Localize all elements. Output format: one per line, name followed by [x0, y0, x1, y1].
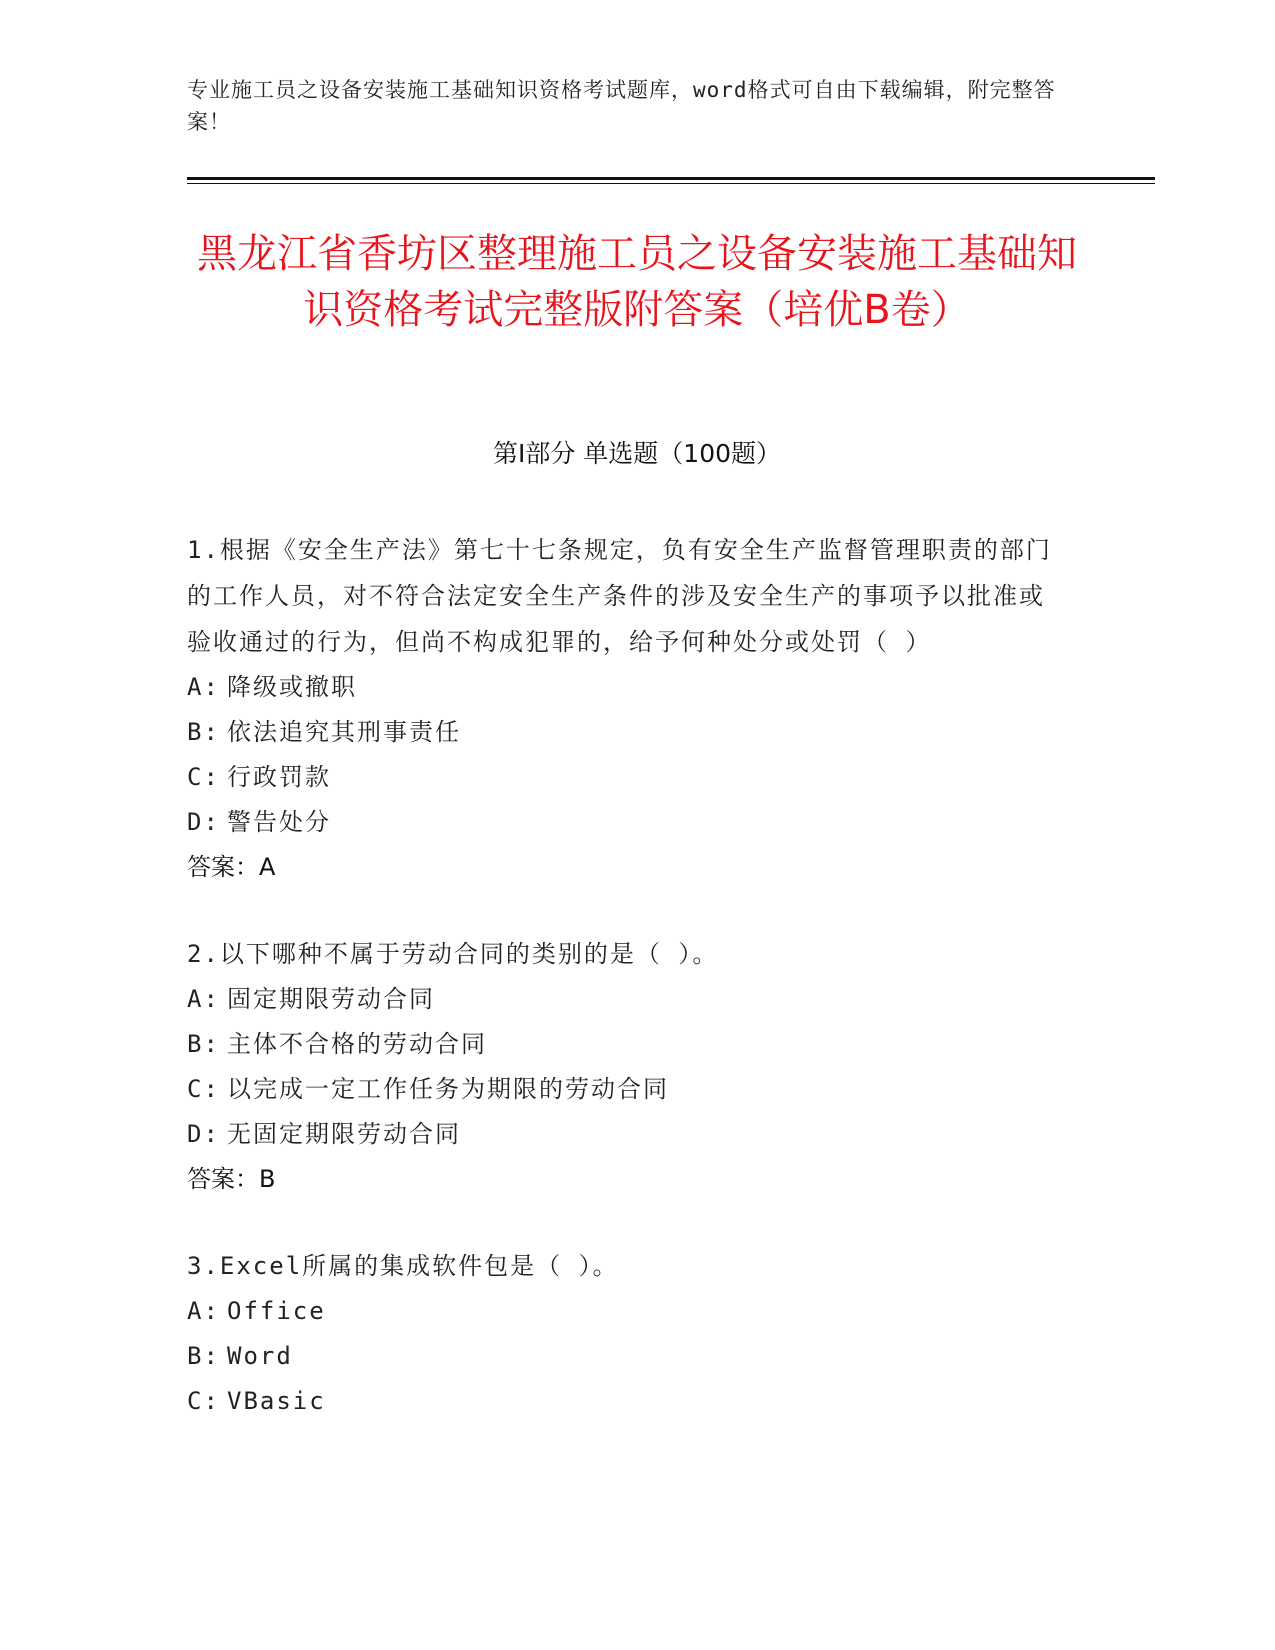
option-c [187, 755, 1067, 800]
option-label: A: [187, 1297, 220, 1325]
question-2 [187, 931, 1067, 1202]
option-d [187, 1112, 1067, 1157]
option-text: 主体不合格的劳动合同 [227, 1030, 487, 1058]
option-b [187, 1334, 1067, 1379]
option-label: B: [187, 1030, 220, 1058]
option-text: 警告处分 [227, 808, 331, 836]
option-label: A: [187, 985, 220, 1013]
answer: 答案：B [187, 1165, 276, 1193]
option-b [187, 1022, 1067, 1067]
option-label: A: [187, 673, 220, 701]
option-text: 以完成一定工作任务为期限的劳动合同 [227, 1075, 669, 1103]
option-text: 无固定期限劳动合同 [227, 1120, 461, 1148]
option-a [187, 977, 1067, 1022]
option-label: D: [187, 1120, 220, 1148]
question-stem: 2.以下哪种不属于劳动合同的类别的是（ ）。 [187, 940, 719, 968]
option-label: B: [187, 718, 220, 746]
option-label: C: [187, 763, 220, 791]
option-d [187, 800, 1067, 845]
option-text: 降级或撤职 [227, 673, 357, 701]
header-note: 专业施工员之设备安装施工基础知识资格考试题库，word格式可自由下载编辑，附完整答案！ [187, 78, 1056, 134]
question-list [187, 527, 1067, 1465]
header-divider-thick [187, 177, 1155, 180]
option-label: B: [187, 1342, 220, 1370]
question-stem: 1.根据《安全生产法》第七十七条规定，负有安全生产监督管理职责的部门的工作人员，对不符合法定安全生产条件的涉及安全生产的事项予以批准或验收通过的行为，但尚不构成犯罪的，给予何种处分或处罚（ ） [187, 536, 1052, 656]
section-title: 第I部分 单选题（100题） [492, 439, 782, 468]
header-divider-thin [187, 183, 1155, 184]
option-label: C: [187, 1075, 220, 1103]
option-text: Office [227, 1297, 326, 1325]
option-c [187, 1379, 1067, 1424]
option-text: 固定期限劳动合同 [227, 985, 435, 1013]
question-1 [187, 527, 1067, 890]
option-text: 行政罚款 [227, 763, 331, 791]
option-text: 依法追究其刑事责任 [227, 718, 461, 746]
option-text: VBasic [227, 1387, 326, 1415]
document-title: 黑龙江省香坊区整理施工员之设备安装施工基础知识资格考试完整版附答案（培优B卷） [197, 231, 1077, 333]
option-c [187, 1067, 1067, 1112]
option-b [187, 710, 1067, 755]
option-label: C: [187, 1387, 220, 1415]
question-3 [187, 1243, 1067, 1424]
option-label: D: [187, 808, 220, 836]
question-stem: 3.Excel所属的集成软件包是（ ）。 [187, 1252, 619, 1280]
option-a [187, 665, 1067, 710]
answer: 答案：A [187, 853, 276, 881]
option-a [187, 1289, 1067, 1334]
option-text: Word [227, 1342, 293, 1370]
